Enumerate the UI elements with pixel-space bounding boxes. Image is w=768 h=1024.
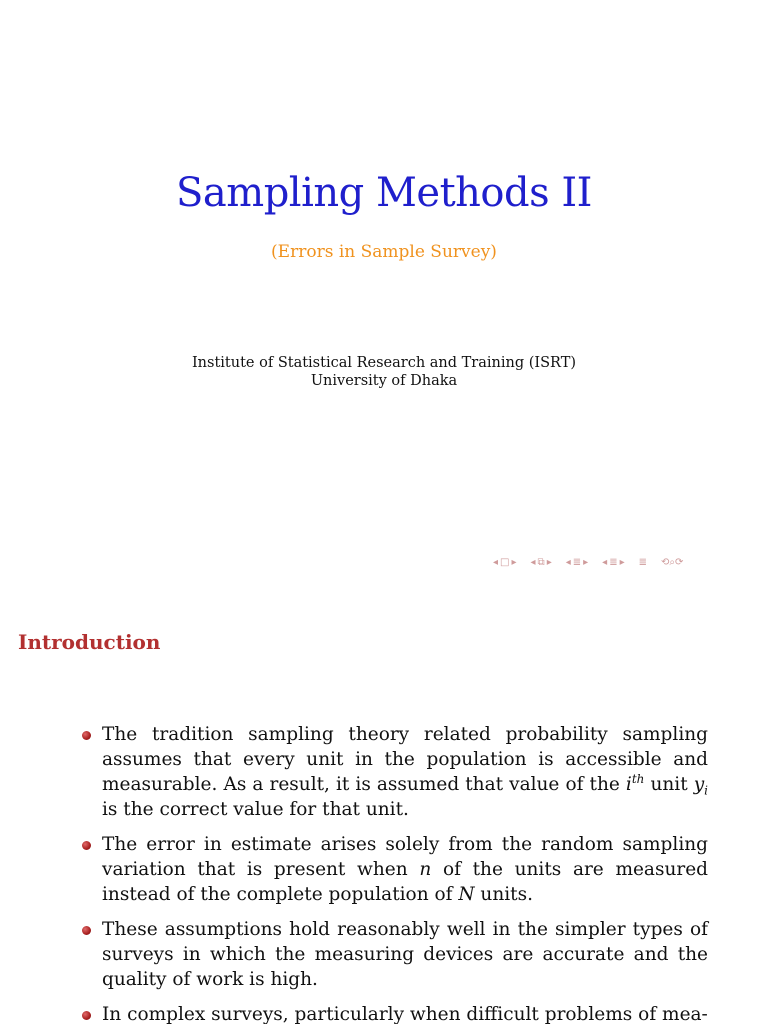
bullet-list <box>82 722 708 1024</box>
bullet-icon <box>82 1011 91 1020</box>
presentation-title: Sampling Methods II <box>176 170 592 216</box>
nav-toc-icon[interactable]: ≣ <box>638 557 648 568</box>
nav-next-arrow-icon[interactable]: ▸ <box>619 557 625 568</box>
nav-prev-arrow-icon[interactable]: ◂ <box>493 557 499 568</box>
nav-next-arrow-icon[interactable]: ▸ <box>511 557 517 568</box>
list-item: In complex surveys, particularly when difficult problems of mea- <box>82 1002 708 1024</box>
nav-subsection-group[interactable] <box>565 558 589 568</box>
institute-name: Institute of Statistical Research and Training (ISRT) <box>191 355 577 371</box>
nav-search-group[interactable] <box>660 558 684 568</box>
beamer-navigation-bar <box>492 556 696 570</box>
presentation-subtitle: (Errors in Sample Survey) <box>271 242 497 262</box>
introduction-slide <box>0 586 768 1024</box>
bullet-icon <box>82 926 91 935</box>
nav-section-group[interactable] <box>601 558 625 568</box>
nav-frame-group[interactable] <box>492 558 518 568</box>
bullet-icon <box>82 731 91 740</box>
nav-next-arrow-icon[interactable]: ▸ <box>546 557 552 568</box>
nav-prev-arrow-icon[interactable]: ◂ <box>565 557 571 568</box>
nav-section-icon[interactable]: ≣ <box>609 557 618 568</box>
nav-prev-arrow-icon[interactable]: ◂ <box>530 557 536 568</box>
university-name: University of Dhaka <box>310 373 458 389</box>
frame-title: Introduction <box>18 630 161 654</box>
institute-block <box>0 354 768 390</box>
bullet-icon <box>82 841 91 850</box>
nav-subframe-group[interactable] <box>530 558 553 568</box>
nav-subsection-icon[interactable]: ≣ <box>572 557 582 568</box>
nav-subframe-icon[interactable]: ⧉ <box>537 557 545 568</box>
list-item: The tradition sampling theory related probability sampling assumes that every unit in the population is accessible and measurable. As a result, it is assumed that value of the $i^{th}$ unit $y_i$ is the correct value for that unit. <box>82 722 708 822</box>
nav-search-icon[interactable]: ⟲⌕⟳ <box>661 557 684 568</box>
nav-next-arrow-icon[interactable]: ▸ <box>583 557 589 568</box>
nav-frame-box-icon[interactable]: □ <box>500 557 510 568</box>
list-item: The error in estimate arises solely from the random sampling variation that is present when n of the units are measured instead of the complete population of N units. <box>82 832 708 907</box>
list-item: These assumptions hold reasonably well in the simpler types of surveys in which the measuring devices are accurate and the quality of work is high. <box>82 917 708 992</box>
nav-toc-group[interactable] <box>638 558 648 568</box>
nav-prev-arrow-icon[interactable]: ◂ <box>602 557 608 568</box>
